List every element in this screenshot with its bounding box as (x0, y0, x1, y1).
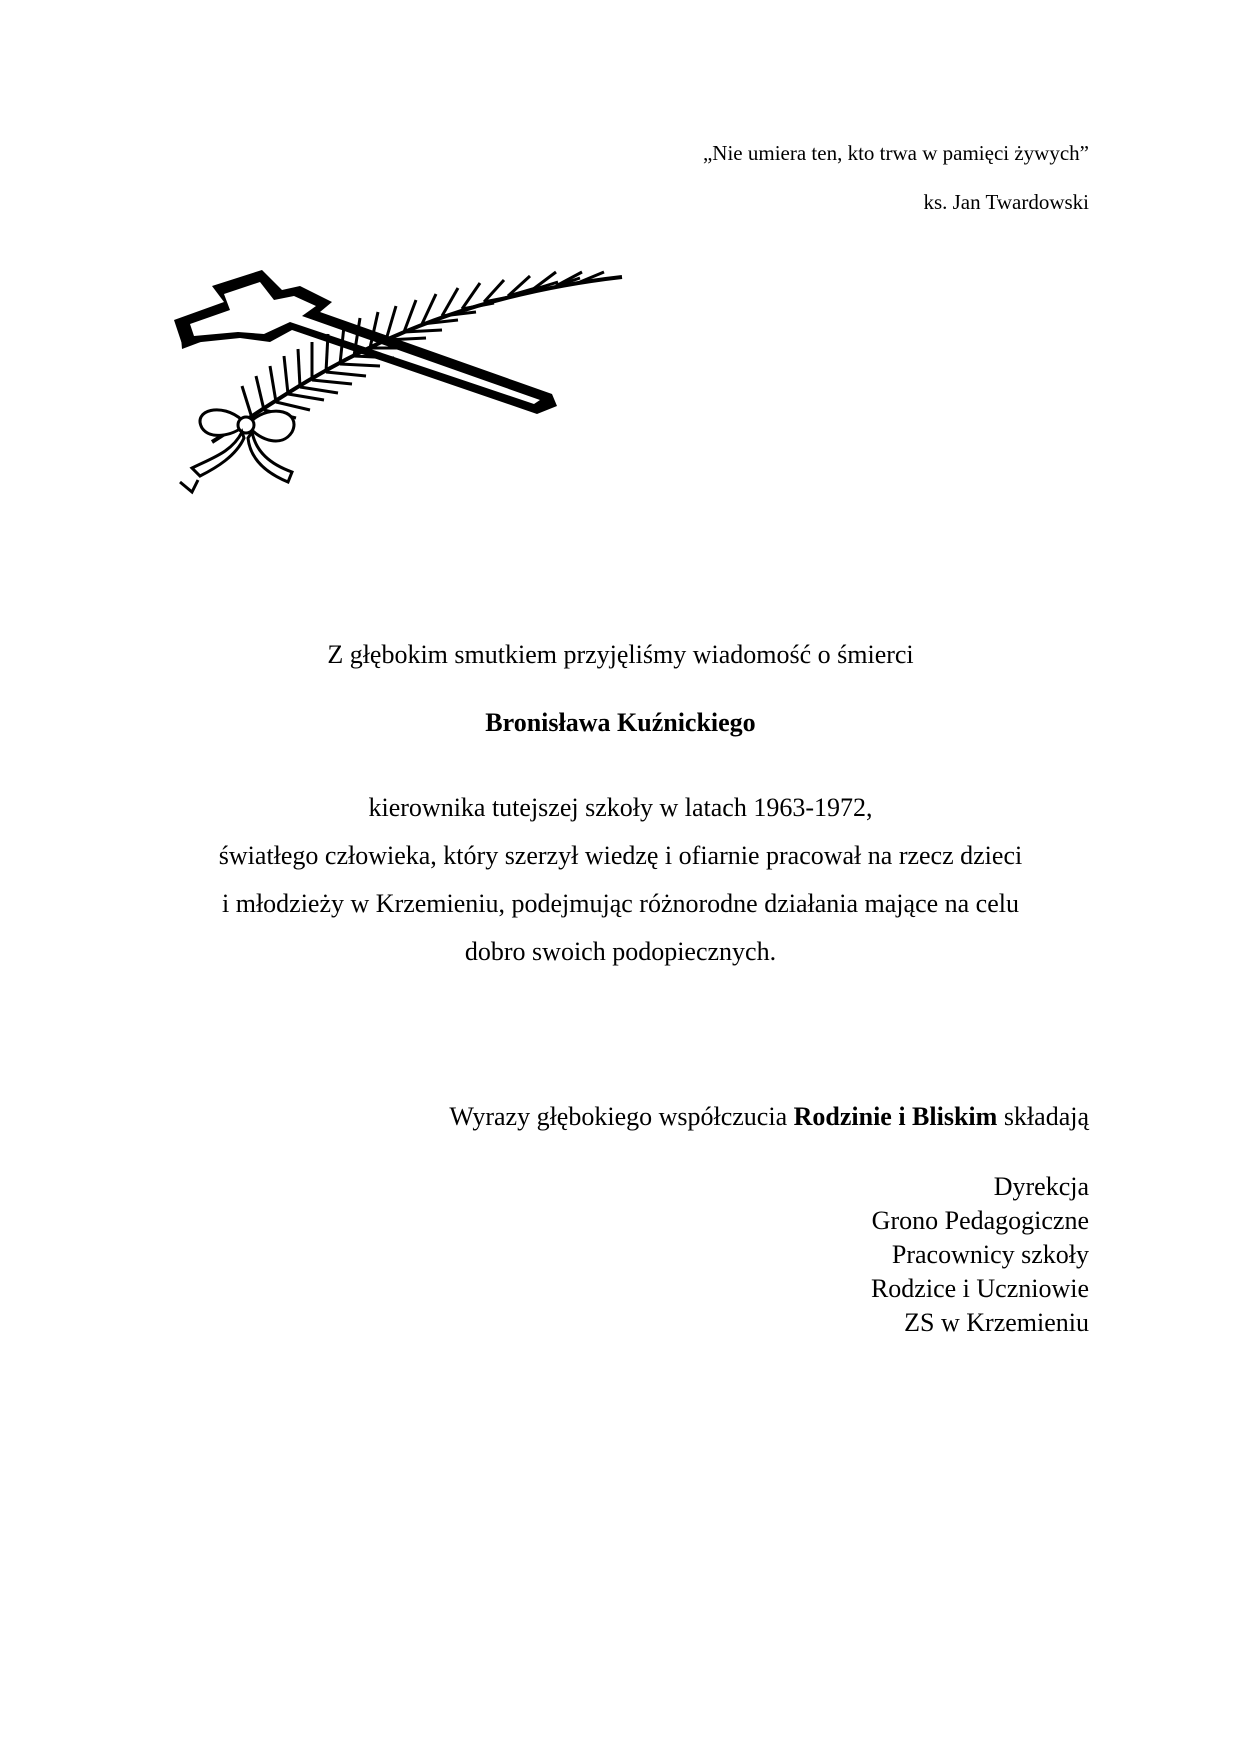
condolences-prefix: Wyrazy głębokiego współczucia (449, 1102, 794, 1131)
deceased-name: Bronisława Kuźnickiego (485, 708, 756, 737)
epigraph-quote: „Nie umiera ten, kto trwa w pamięci żywych” (702, 141, 1089, 165)
cross-with-palm-branch-and-ribbon-icon (152, 242, 632, 502)
description-line: dobro swoich podopiecznych. (464, 937, 777, 966)
announcement-intro: Z głębokim smutkiem przyjęliśmy wiadomość o śmierci (327, 640, 914, 669)
signatory: Rodzice i Uczniowie (870, 1274, 1089, 1303)
description-line: światłego człowieka, który szerzył wiedzę i ofiarnie pracował na rzecz dzieci (218, 841, 1023, 870)
deceased-description (0, 784, 1241, 976)
signatory: Pracownicy szkoły (891, 1240, 1089, 1269)
signatory: ZS w Krzemieniu (904, 1308, 1089, 1337)
signatory: Dyrekcja (993, 1172, 1089, 1201)
signatory: Grono Pedagogiczne (871, 1206, 1089, 1235)
description-line: kierownika tutejszej szkoły w latach 1963-1972, (368, 793, 873, 822)
epigraph (703, 140, 1089, 216)
condolences-suffix: składają (997, 1102, 1089, 1131)
condolences-recipients: Rodzinie i Bliskim (793, 1102, 998, 1131)
condolences-line (449, 1100, 1089, 1134)
signatories (871, 1170, 1089, 1340)
epigraph-author: ks. Jan Twardowski (923, 190, 1089, 214)
description-line: i młodzieży w Krzemieniu, podejmując różnorodne działania mające na celu (222, 889, 1019, 918)
